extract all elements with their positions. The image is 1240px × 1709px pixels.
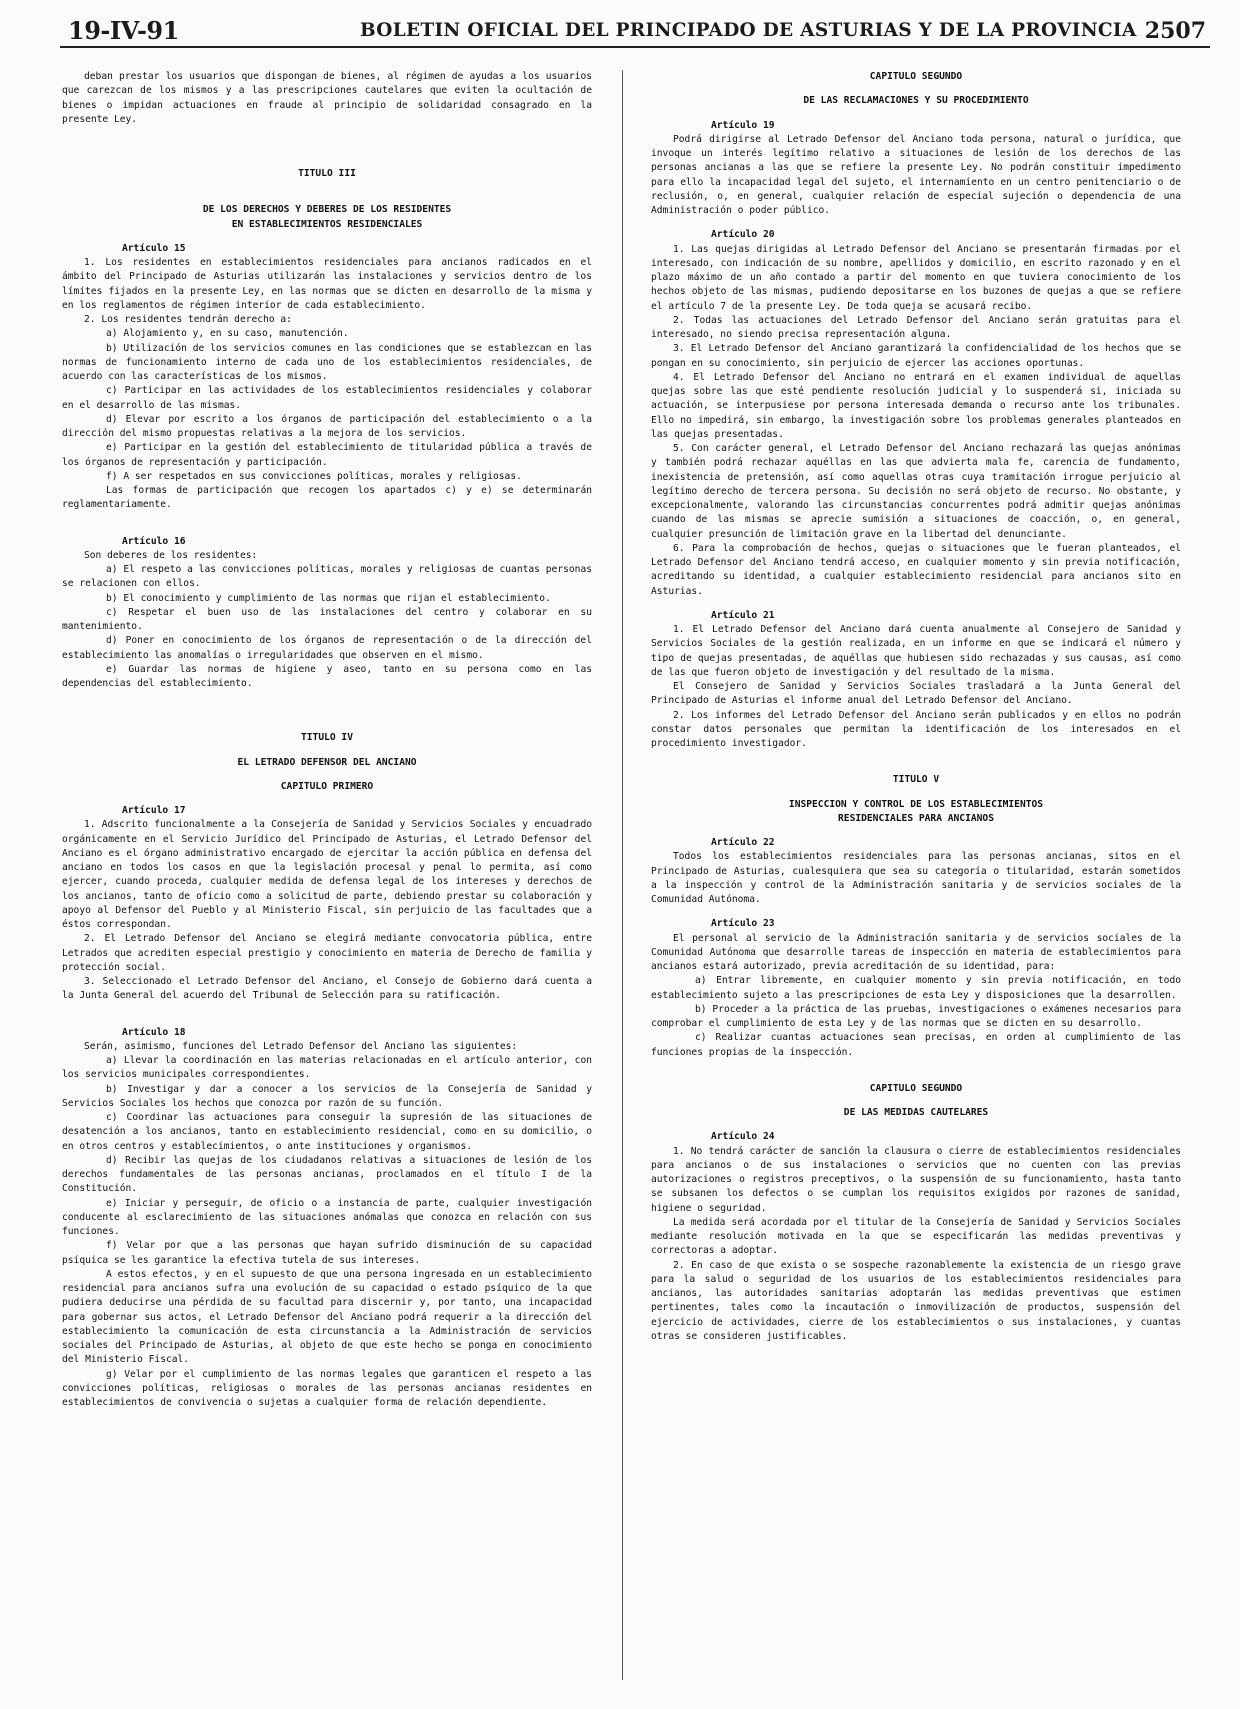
- article-17-p2: 2. El Letrado Defensor del Anciano se elegirá mediante convocatoria pública, entre Letrados que acrediten especial prestigio y conocimiento en materia de Derecho de familia y protección social.: [62, 933, 592, 973]
- article-15-f: f) A ser respetados en sus convicciones políticas, morales y religiosas.: [106, 470, 522, 482]
- intro-paragraph: deban prestar los usuarios que dispongan de bienes, al régimen de ayudas a los usuarios que carezcan de los mismos y a las prescripciones cautelares que eviten la ocultación de bienes o impidan actuaciones en fraude al principio de solidaridad consagrado en la presente Ley.: [62, 71, 592, 125]
- article-16-b: b) El conocimiento y cumplimiento de las normas que rijan el establecimiento.: [106, 592, 551, 604]
- article-15-d: d) Elevar por escrito a los órganos de participación del establecimiento o a la dirección del mismo propuestas relativas a la mejora de los servicios.: [62, 413, 592, 439]
- article-15-a: a) Alojamiento y, en su caso, manutención.: [106, 328, 349, 340]
- right-column: [651, 70, 1181, 1344]
- header-page-number: 2507: [1144, 18, 1206, 44]
- capitulo-segundo-b-subheading: DE LAS MEDIDAS CAUTELARES: [843, 1107, 989, 1118]
- article-16-heading: Artículo 16: [122, 535, 186, 547]
- capitulo-primero-heading: CAPITULO PRIMERO: [280, 780, 374, 792]
- article-20-p3: 3. El Letrado Defensor del Anciano garantizará la confidencialidad de los hechos que se pongan en su conocimiento, sin perjuicio de ejercer las acciones oportunas.: [651, 343, 1181, 369]
- article-19-text: Podrá dirigirse al Letrado Defensor del Anciano toda persona, natural o jurídica, que invoque un interés legítimo relativo a situaciones de lesión de los derechos de las personas ancianas a las que se refiere la presente Ley. No podrán constituir impedimento para ello la incapacidad legal del sujeto, el internamiento en un centro penitenciario o de reclusión, o, en general, cualquier relación de especial sujeción o dependencia de una Administración o poder público.: [651, 133, 1181, 216]
- article-18-f: f) Velar por que a las personas que hayan sufrido disminución de su capacidad psíquica se les garantice la efectiva tutela de sus intereses.: [62, 1240, 592, 1266]
- article-21-heading: Artículo 21: [711, 609, 775, 621]
- article-20-p6: 6. Para la comprobación de hechos, quejas o situaciones que le fueran planteados, el Letrado Defensor del Anciano tendrá acceso, en cualquier momento y sin previa notificación, acreditando su identidad, a cualquier establecimiento residencial para ancianos sito en Asturias.: [651, 542, 1181, 597]
- article-16-e: e) Guardar las normas de higiene y aseo, tanto en su persona como en las dependencias del establecimiento.: [62, 663, 592, 689]
- article-23-a: a) Entrar libremente, en cualquier momento y sin previa notificación, en todo establecimiento sujeto a las prescripciones de esta Ley y disposiciones que la desarrollen.: [651, 975, 1181, 1001]
- article-21-p1: 1. El Letrado Defensor del Anciano dará cuenta anualmente al Consejero de Sanidad y Servicios Sociales de la gestión realizada, en un informe en que se indicará el número y tipo de quejas presentadas, de aquéllas que hubiesen sido rechazadas y sus causas, así como de las que fueron objeto de investigación y del resultado de la misma.: [651, 624, 1181, 678]
- article-18-g: g) Velar por el cumplimiento de las normas legales que garanticen el respeto a las convicciones políticas, religiosas o morales de las personas ancianas residentes en establecimientos de convivencia o sujetas a cualquier forma de relación dependiente.: [62, 1368, 592, 1408]
- capitulo-segundo-b-heading: CAPITULO SEGUNDO: [869, 1082, 963, 1094]
- article-18-f2: A estos efectos, y en el supuesto de que una persona ingresada en un establecimiento residencial para ancianos sufra una evolución de su capacidad o estado psíquico de la que pudiera deducirse una pérdida de su facultad para discernir y, por tanto, una incapacidad para gobernar sus actos, el Letrado Defensor del Anciano podrá requerir a la dirección del establecimiento la comunicación de esta circunstancia a la Administración de servicios sociales del Principado de Asturias, al objeto de que este hecho se ponga en conocimiento del Ministerio Fiscal.: [62, 1268, 592, 1366]
- article-20-p4: 4. El Letrado Defensor del Anciano no entrará en el examen individual de aquellas quejas sobre las que esté pendiente resolución judicial y lo suspenderá si, iniciada su actuación, se interpusiese por persona interesada demanda o recurso ante los tribunales. Ello no impedirá, sin embargo, la investigación sobre los problemas generales planteados en las quejas presentadas.: [651, 371, 1181, 440]
- titulo-iv-subheading: EL LETRADO DEFENSOR DEL ANCIANO: [237, 756, 417, 768]
- column-divider: [622, 70, 623, 1680]
- article-15-p1: 1. Los residentes en establecimientos residenciales para ancianos radicados en el ámbito del Principado de Asturias utilizarán las instalaciones y servicios dentro de los límites fijados en la presente Ley, en las normas que se dicten en desarrollo de la misma y en los reglamentos de régimen interior de cada establecimiento.: [62, 257, 592, 311]
- capitulo-segundo-subheading: DE LAS RECLAMACIONES Y SU PROCEDIMIENTO: [803, 95, 1029, 107]
- article-15-c: c) Participar en las actividades de los establecimientos residenciales y colaborar en el desarrollo de las mismas.: [62, 385, 592, 411]
- article-15-b: b) Utilización de los servicios comunes en las condiciones que se establezcan en las normas de funcionamiento interno de cada uno de los establecimientos residenciales, de acuerdo con las características de los mismos.: [62, 342, 592, 382]
- titulo-iii-heading: TITULO III: [298, 168, 356, 179]
- article-18-b: b) Investigar y dar a conocer a los servicios de la Consejería de Sanidad y Servicios Sociales los hechos que conozca por razón de su función.: [62, 1083, 592, 1109]
- article-17-p3: 3. Seleccionado el Letrado Defensor del Anciano, el Consejo de Gobierno dará cuenta a la Junta General del acuerdo del Tribunal de Selección para su ratificación.: [62, 976, 592, 1002]
- article-16-a: a) El respeto a las convicciones políticas, morales y religiosas de cuantas personas se relacionen con ellos.: [62, 564, 592, 590]
- article-18-e: e) Iniciar y perseguir, de oficio o a instancia de parte, cualquier investigación conducente al esclarecimiento de las situaciones anómalas que conozca en relación con sus funciones.: [62, 1197, 592, 1237]
- article-15-e: e) Participar en la gestión del establecimiento de titularidad pública a través de los órganos de representación y participación.: [62, 442, 592, 468]
- article-17-heading: Artículo 17: [122, 805, 186, 816]
- article-23-heading: Artículo 23: [711, 918, 775, 930]
- article-24-p1b: La medida será acordada por el titular de la Consejería de Sanidad y Servicios Sociales mediante resolución motivada en la que se especificarán las medidas preventivas y correctoras a adoptar.: [651, 1216, 1181, 1257]
- article-16-intro: Son deberes de los residentes:: [84, 549, 258, 561]
- page-header: [60, 6, 1210, 48]
- article-21-p2: 2. Los informes del Letrado Defensor del Anciano serán publicados y en ellos no podrán constar datos personales que permitan la identificación de los interesados en el procedimiento investigador.: [651, 709, 1181, 749]
- article-18-heading: Artículo 18: [122, 1026, 186, 1038]
- header-title: BOLETIN OFICIAL DEL PRINCIPADO DE ASTURIAS Y DE LA PROVINCIA: [360, 20, 1137, 41]
- left-column: [62, 70, 592, 1410]
- header-date: 19-IV-91: [68, 16, 179, 45]
- article-20-p5: 5. Con carácter general, el Letrado Defensor del Anciano rechazará las quejas anónimas y también podrá rechazar aquéllas en las que advierta mala fe, carencia de fundamento, inexistencia de pretensión, así como aquellas otras cuya tramitación irrogue perjuicio al legítimo derecho de tercera persona. Su decisión no será objeto de recurso. No obstante, y excepcionalmente, valorando las circunstancias concurrentes podrá admitir quejas anónimas cuando de las mismas se aprecie sumisión a situaciones de coacción, o, en general, cualquier presunción de limitación grave en la libertad del denunciante.: [651, 443, 1181, 540]
- article-18-c: c) Coordinar las actuaciones para conseguir la supresión de las situaciones de desatención a los ancianos, tanto en establecimiento residencial, como en su domicilio, o en otros centros y establecimientos, o ante instituciones y organismos.: [62, 1112, 592, 1152]
- article-23-b: b) Proceder a la práctica de las pruebas, investigaciones o exámenes necesarios para comprobar el cumplimiento de esta Ley y de las normas que se dicten en su desarrollo.: [651, 1003, 1181, 1029]
- article-19-heading: Artículo 19: [711, 119, 775, 131]
- titulo-v-subheading: INSPECCION Y CONTROL DE LOS ESTABLECIMIENTOS RESIDENCIALES PARA ANCIANOS: [788, 798, 1044, 824]
- article-23-c: c) Realizar cuantas actuaciones sean precisas, en orden al cumplimiento de las funciones propias de la inspección.: [651, 1032, 1181, 1058]
- article-22-heading: Artículo 22: [711, 837, 775, 848]
- article-24-p2: 2. En caso de que exista o se sospeche razonablemente la existencia de un riesgo grave para la salud o seguridad de los usuarios de los establecimientos residenciales para ancianos, las autoridades sanitarias adoptarán las medidas preventivas que estimen pertinentes, tales como la incautación o inmovilización de productos, suspensión del ejercicio de actividades, cierre de los establecimientos o sus instalaciones, y cuantas otras se consideren justificables.: [651, 1259, 1181, 1342]
- article-17-p1: 1. Adscrito funcionalmente a la Consejería de Sanidad y Servicios Sociales y encuadrado orgánicamente en el Servicio Jurídico del Principado de Asturias, el Letrado Defensor del Anciano es el órgano administrativo encargado de ejercitar la acción pública en defensa del anciano en todos los casos en que la legislación procesal y penal lo permita, así como ejercer, cuando proceda, cualquier medida de defensa legal de los intereses y derechos de los ancianos, tanto de oficio como a solicitud de parte, debiendo prestar su colaboración y apoyo al Defensor del Pueblo y al Ministerio Fiscal, sin perjuicio de las facultades que a éstos correspondan.: [62, 819, 592, 930]
- article-20-heading: Artículo 20: [711, 229, 775, 241]
- article-16-d: d) Poner en conocimiento de los órganos de representación o de la dirección del establecimiento las anomalías o irregularidades que observen en el mismo.: [62, 635, 592, 661]
- article-15-end: Las formas de participación que recogen los apartados c) y e) se determinarán reglamentariamente.: [62, 485, 592, 511]
- article-18-a: a) Llevar la coordinación en las materias relacionadas en el artículo anterior, con los servicios municipales correspondientes.: [62, 1055, 592, 1081]
- article-18-intro: Serán, asimismo, funciones del Letrado Defensor del Anciano las siguientes:: [84, 1040, 518, 1052]
- article-15-p2: 2. Los residentes tendrán derecho a:: [84, 314, 292, 325]
- titulo-iii-subheading: DE LOS DERECHOS Y DEBERES DE LOS RESIDENTES EN ESTABLECIMIENTOS RESIDENCIALES: [202, 204, 452, 230]
- article-15-heading: Artículo 15: [122, 242, 186, 254]
- titulo-v-heading: TITULO V: [892, 774, 940, 786]
- article-18-d: d) Recibir las quejas de los ciudadanos relativas a situaciones de lesión de los derechos fundamentales de las personas ancianas, proclamados en el título I de la Constitución.: [62, 1154, 592, 1195]
- article-20-p1: 1. Las quejas dirigidas al Letrado Defensor del Anciano se presentarán firmadas por el interesado, con indicación de su nombre, apellidos y domicilio, en escrito razonado y en el plazo máximo de un año contado a partir del momento en que tuviera conocimiento de los hechos objeto de las mismas, pudiendo depositarse en los buzones de quejas a que se refiere el artículo 7 de la presente Ley. De toda queja se acusará recibo.: [651, 243, 1181, 312]
- article-20-p2: 2. Todas las actuaciones del Letrado Defensor del Anciano serán gratuitas para el interesado, no siendo precisa representación alguna.: [651, 314, 1181, 340]
- article-23-text: El personal al servicio de la Administración sanitaria y de servicios sociales de la Comunidad Autónoma que desarrolle tareas de inspección en materia de establecimientos para ancianos estará autorizado, previa acreditación de su identidad, para:: [651, 932, 1181, 972]
- article-21-p1b: El Consejero de Sanidad y Servicios Sociales trasladará a la Junta General del Principado de Asturias el informe anual del Letrado Defensor del Anciano.: [651, 681, 1181, 707]
- titulo-iv-heading: TITULO IV: [301, 732, 353, 744]
- article-16-c: c) Respetar el buen uso de las instalaciones del centro y colaborar en su mantenimiento.: [62, 606, 592, 632]
- article-24-p1: 1. No tendrá carácter de sanción la clausura o cierre de establecimientos residenciales para ancianos o de sus instalaciones o servicios que no cuenten con las previas autorizaciones o registros preceptivos, o la suspensión de su funcionamiento, hasta tanto se subsanen los defectos o se cumplan los requisitos exigidos por razones de sanidad, higiene o seguridad.: [651, 1145, 1181, 1214]
- article-24-heading: Artículo 24: [711, 1131, 775, 1143]
- capitulo-segundo-heading: CAPITULO SEGUNDO: [869, 71, 963, 82]
- article-22-text: Todos los establecimientos residenciales para las personas ancianas, sitos en el Principado de Asturias, cualesquiera que sea su categoría o titularidad, estarán sometidos a la inspección y control de la Administración sanitaria y de servicios sociales de la Comunidad Autónoma.: [651, 851, 1181, 905]
